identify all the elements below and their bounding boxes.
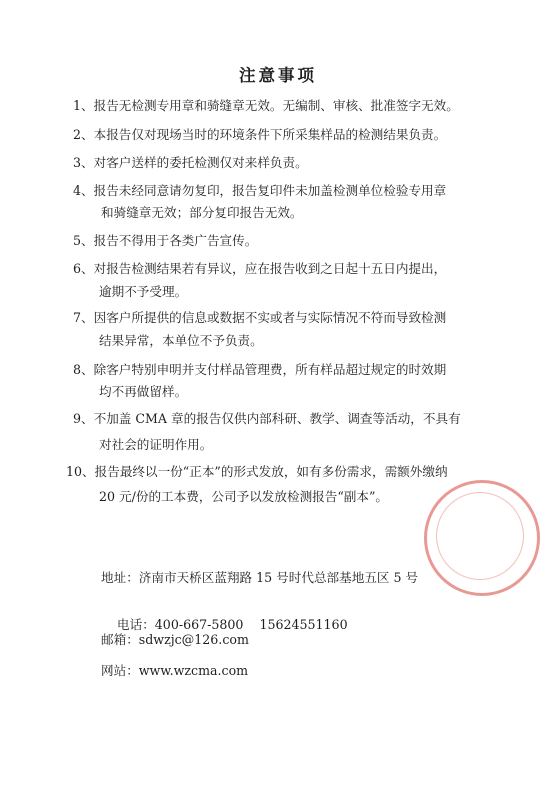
note-text: 报告最终以一份“正本”的形式发放，如有多份需求，需额外缴纳 <box>94 464 448 479</box>
contact-website <box>101 663 248 679</box>
note-number: 3、 <box>73 155 94 170</box>
note-number: 6、 <box>73 261 94 276</box>
note-number: 7、 <box>73 310 94 325</box>
seal-inner-ring <box>436 492 524 580</box>
note-number: 8、 <box>73 362 94 377</box>
note-item-3 <box>73 155 308 171</box>
note-item-10 <box>66 464 448 480</box>
page-title: 注意事项 <box>239 66 317 85</box>
note-text: 对客户送样的委托检测仅对来样负责。 <box>93 155 308 170</box>
note-text: 不加盖 CMA 章的报告仅供内部科研、教学、调查等活动，不具有 <box>93 411 461 426</box>
email-label: 邮箱： <box>101 632 139 647</box>
phone-value: 400-667-5800 15624551160 <box>154 617 348 632</box>
note-number: 1、 <box>73 98 94 113</box>
note-number: 5、 <box>73 233 94 248</box>
note-item-8-continuation: 均不再做留样。 <box>99 384 188 399</box>
address-value: 济南市天桥区蓝翔路 15 号时代总部基地五区 5 号 <box>138 570 419 585</box>
note-text: 对报告检测结果若有异议，应在报告收到之日起十五日内提出， <box>93 261 447 276</box>
note-number: 9、 <box>73 411 94 426</box>
note-number: 10、 <box>66 464 95 479</box>
note-item-7-continuation: 结果异常，本单位不予负责。 <box>99 333 263 348</box>
note-item-10-continuation: 20 元/份的工本费，公司予以发放检测报告“副本”。 <box>99 489 389 504</box>
note-item-2 <box>73 127 446 143</box>
note-item-6 <box>73 261 446 277</box>
note-item-9-continuation: 对社会的证明作用。 <box>99 437 213 452</box>
website-label: 网站： <box>101 663 139 678</box>
note-item-4-continuation: 和骑缝章无效；部分复印报告无效。 <box>101 205 303 220</box>
phone-label: 电话： <box>117 617 155 632</box>
note-number: 4、 <box>73 183 94 198</box>
note-item-8 <box>73 362 446 378</box>
note-text: 报告不得用于各类广告宣传。 <box>93 233 258 248</box>
note-item-9 <box>73 411 461 427</box>
note-item-5 <box>73 233 257 249</box>
note-text: 除客户特别申明并支付样品管理费，所有样品超过规定的时效期 <box>93 362 447 377</box>
note-item-4 <box>73 183 446 199</box>
note-text: 报告未经同意请勿复印，报告复印件未加盖检测单位检验专用章 <box>93 183 447 198</box>
note-text: 本报告仅对现场当时的环境条件下所采集样品的检测结果负责。 <box>93 127 447 142</box>
email-value: sdwzjc@126.com <box>138 632 249 647</box>
contact-address <box>101 570 418 586</box>
website-value: www.wzcma.com <box>138 663 249 678</box>
note-number: 2、 <box>73 127 94 142</box>
contact-email <box>101 632 249 648</box>
note-item-7 <box>73 310 446 326</box>
note-text: 报告无检测专用章和骑缝章无效。无编制、审核、批准签字无效。 <box>93 98 459 113</box>
note-text: 因客户所提供的信息或数据不实或者与实际情况不符而导致检测 <box>93 310 447 325</box>
address-label: 地址： <box>101 570 139 585</box>
note-item-6-continuation: 逾期不予受理。 <box>99 284 188 299</box>
note-item-1 <box>73 98 459 114</box>
